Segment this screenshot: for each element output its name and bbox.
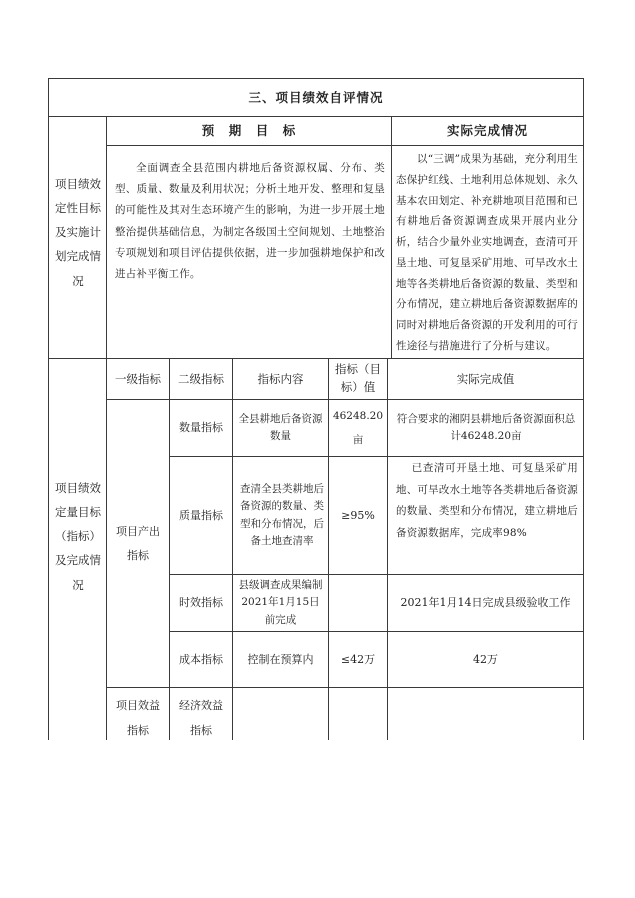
target-value-header: 指标（目标）值 [335,362,381,394]
content-header: 指标内容 [257,371,304,386]
section-title: 三、项目绩效自评情况 [248,89,384,105]
indicator-actual: 42万 [473,652,498,666]
indicator-target: ≥95% [341,508,375,522]
expected-goal-header: 预 期 目 标 [201,123,297,138]
indicator-actual: 符合要求的湘阴县耕地后备资源面积总计46248.20亩 [396,412,576,442]
indicator-target [329,575,387,631]
indicator-actual [388,688,583,740]
indicator-level2: 经济效益指标 [179,698,223,737]
actual-completion-header: 实际完成情况 [446,123,528,138]
indicator-level2: 质量指标 [179,508,223,522]
output-indicator-group: 项目产出指标 [116,525,160,562]
table-divider [106,116,107,740]
indicator-content: 全县耕地后备资源数量 [238,412,323,442]
actual-value-header: 实际完成值 [456,371,515,386]
benefit-indicator-group: 项目效益指标 [116,698,160,737]
quantitative-row-label: 项目绩效定量目标（指标）及完成情况 [55,481,101,592]
table-divider [106,145,583,146]
level1-header: 一级指标 [115,371,161,386]
table-divider [391,116,392,358]
indicator-level2: 时效指标 [179,596,223,610]
expected-goal-text: 全面调查全县范围内耕地后备资源权属、分布、类型、质量、数量及利用状况；分析土地开发、整理和复垦的可能性及其对生态环境产生的影响，为进一步开展土地整治提供基础信息，为制定各级国土空间规划、土地整治专项规划和项目评估提供依据，进一步加强耕地保护和改进占补平衡工作。 [115,162,385,281]
indicator-content [233,688,328,740]
indicator-content: 查清全县类耕地后备资源的数量、类型和分布情况，后备土地查清率 [240,482,324,547]
indicator-target: 46248.20亩 [332,409,384,446]
level2-header: 二级指标 [178,371,224,386]
indicator-target: ≤42万 [340,652,376,666]
indicator-actual: 2021年1月14日完成县级验收工作 [400,596,571,610]
qualitative-row-label: 项目绩效定性目标及实施计划完成情况 [55,177,101,288]
actual-completion-text: 以“三调”成果为基础，充分利用生态保护红线、土地利用总体规划、永久基本农田划定、补充耕地项目范围和已有耕地后备资源调查成果开展内业分析，结合少量外业实地调查，查清可开垦土地、可复垦采矿用地、可旱改水土地等各类耕地后备资源的数量、类型和分布情况，建立耕地后备资源数据库的同时对耕地后备资源的开发利用的可行性途径与措施进行了分析与建议。 [396,153,578,353]
indicator-target [329,688,387,740]
indicator-level2: 成本指标 [179,652,223,666]
table-border-left [48,78,49,740]
indicator-level2: 数量指标 [179,421,223,435]
indicator-content: 县级调查成果编制2021年1月15日前完成 [238,579,323,626]
table-border-right [583,78,584,740]
indicator-content: 控制在预算内 [247,652,314,666]
indicator-actual: 已查清可开垦土地、可复垦采矿用地、可旱改水土地等各类耕地后备资源的数量、类型和分布情况，建立耕地后备资源数据库，完成率98% [396,462,578,539]
